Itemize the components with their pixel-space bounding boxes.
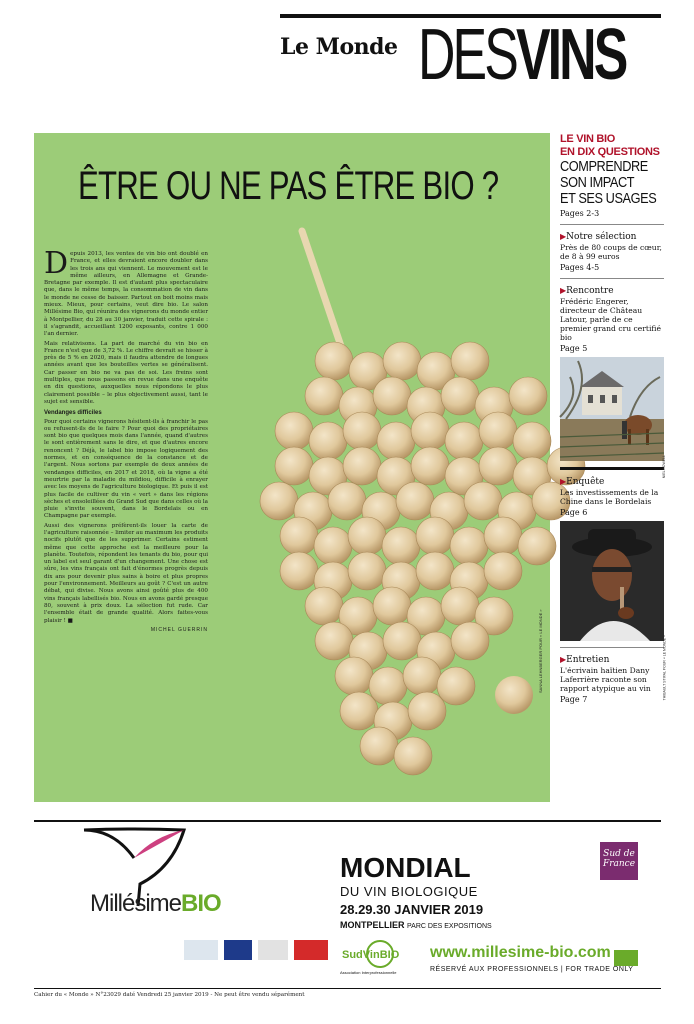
section-title-bold: VINS <box>515 15 626 95</box>
sidebar-headline: ET SES USAGES <box>560 190 657 207</box>
summary-item[interactable] <box>560 285 664 353</box>
hero-section <box>34 133 550 802</box>
item-kicker: Entretien <box>566 655 610 665</box>
dropcap: D <box>44 246 69 281</box>
triangle-icon: ▶ <box>560 655 567 664</box>
item-text: Frédéric Engerer, directeur de Château Latour, parle de ce premier grand cru certifié bio <box>560 297 661 342</box>
sidebar-summary <box>560 133 664 704</box>
chateau-photo <box>560 357 666 479</box>
grape-cluster-illustration <box>184 225 544 785</box>
event-place <box>340 920 492 930</box>
event-venue: PARC DES EXPOSITIONS <box>407 923 492 930</box>
item-kicker: Rencontre <box>566 286 614 296</box>
page-ref: Pages 4-5 <box>560 263 600 272</box>
divider <box>560 224 664 225</box>
sudvinbio-logo <box>340 940 420 968</box>
article-paragraph: Aussi des vignerons préfèrent-ils louer la carte de l'agriculture raisonnée – limiter au maximum les produits nocifs plutôt que de les supprimer. Certains estiment même que cette approche est la meilleure pour la planète. Toutefois, répondent les tenants du bio, pour qui un label est seul garant d'un changement. Une chose est sûre, les vins français ont fait d'énormes progrès depuis dix ans pour devenir plus sains à boire et plus propres pour l'environnement. Meilleurs au goût ? C'est un autre débat, qui divise. Nous avons ainsi goûté plus de 400 vins français labellisés bio. Nous en avons gardé presque 80, souvent à prix doux. La sélection fut rude. Car l'ensemble était de grande qualité. Alors faites-vous plaisir ! ■ <box>44 522 208 624</box>
triangle-icon: ▶ <box>560 477 567 486</box>
page-ref: Page 5 <box>560 344 588 353</box>
ad-rule <box>34 820 661 822</box>
ad-url-link[interactable]: www.millesime-bio.com <box>430 944 611 961</box>
event-title: MONDIAL <box>340 852 471 883</box>
sidebar-headline: COMPRENDRE <box>560 158 648 175</box>
article-paragraph: Pour quoi certains vignerons hésitent-ils à franchir le pas ou refusent-ils de le faire ? Pour quoi des propriétaires sont bio que quelques mois dans l'année, quand d'autres le sont entièrement sans le dire, et que d'autres encore renoncent ? Déjà, le label bio impose logiquement des normes, et en conséquence de la constance et de l'argent. Nous sortons par exemple de deux années de vendanges difficiles, en 2017 et 2018, où la vigne a été meurtrie par la maladie du mildiou, difficile à enrayer avec les moyens de l'agriculture biologique. Et puis il est plus facile de cultiver du vin « vert » dans les régions sèches et ensoleillées du Grand Sud que dans celles où la pluie s'invite souvent, dans le Bordelais ou en Champagne par exemple. <box>44 418 208 520</box>
partner-logos <box>184 938 334 962</box>
sudvinbio-caption: Association Interprofessionnelle <box>340 970 397 975</box>
lead-article <box>44 246 208 634</box>
millesime-bio-logo <box>90 890 221 918</box>
item-text: L'écrivain haïtien Dany Laferrière raconte son rapport atypique au vin <box>560 666 651 693</box>
event-city: MONTPELLIER <box>340 920 405 930</box>
summary-item[interactable] <box>560 231 664 272</box>
brand-logo: Le Monde <box>280 34 398 60</box>
item-text: Près de 80 coups de cœur, de 8 à 99 euros <box>560 243 662 261</box>
article-signature: MICHEL GUERRIN <box>150 626 208 633</box>
article-subhead: Vendanges difficiles <box>44 410 102 417</box>
millesime-bio-ad[interactable] <box>34 824 661 984</box>
logo-text-bio: BIO <box>181 890 221 917</box>
page-ref: Pages 2-3 <box>560 209 600 218</box>
sidebar-kicker: EN DIX QUESTIONS <box>560 146 660 158</box>
item-kicker: Enquête <box>566 477 605 487</box>
eu-organic-logo <box>614 950 638 966</box>
sud-de-france-logo: Sud de France <box>600 842 638 880</box>
divider <box>560 467 664 470</box>
footer-rule <box>34 988 661 989</box>
section-title <box>418 15 626 95</box>
summary-item[interactable] <box>560 654 664 704</box>
sidebar-kicker: LE VIN BIO <box>560 133 616 145</box>
portrait-illustration <box>560 521 664 641</box>
svg-text:SudVinBIO: SudVinBIO <box>342 949 400 961</box>
triangle-icon: ▶ <box>560 286 567 295</box>
photo-credit: THIBAULT STIPAL POUR « LE MONDE » <box>662 635 666 701</box>
triangle-icon: ▶ <box>560 232 567 241</box>
photo-credit: NIEL BOWELL <box>662 455 666 479</box>
trade-notice: RÉSERVÉ AUX PROFESSIONNELS | FOR TRADE ONLY <box>430 966 634 973</box>
item-kicker: Notre sélection <box>566 232 637 242</box>
section-title-thin: DES <box>418 15 516 95</box>
logo-text: sime <box>134 890 182 917</box>
hero-title: ÊTRE OU NE PAS ÊTRE BIO ? <box>78 164 499 208</box>
event-subtitle: DU VIN BIOLOGIQUE <box>340 884 478 899</box>
chateau-illustration <box>560 357 664 461</box>
logo-text: Millé <box>90 890 135 917</box>
item-text: Les investissements de la Chine dans le Bordelais <box>560 488 659 506</box>
divider <box>560 278 664 279</box>
summary-item[interactable] <box>560 476 664 517</box>
sidebar-headline: SON IMPACT <box>560 174 635 191</box>
article-paragraph: Mais relativisons. La part de marché du vin bio en France n'est que de 3,72 %. Le chiffre devrait se hisser à près de 5 % en 2020, mais il faudra attendre de longues années avant que les bouteilles vertes se généralisent. Car passer en bio ne va pas de soi. Les freins sont multiples, que nous passons en revue dans une enquête en dix questions, auxquelles nous répondons le plus clairement possible – le plus objectivement aussi, tant le sujet est sensible. <box>44 340 208 405</box>
divider <box>560 647 664 648</box>
article-paragraph: epuis 2013, les ventes de vin bio ont doublé en France, et elles devraient encore doubler dans les trois ans qui viennent. Le mouvement est le même ailleurs, en Allemagne et Grande-Bretagne par exemple. Il est d'autant plus spectaculaire que, dans le même temps, la consommation de vin dans le monde ne cesse de baisser. Partout on boit moins mais mieux. Mieux, pour certains, veut dire bio. Le salon Millésime Bio, qui réunira des vignerons du monde entier à Montpellier, du 28 au 30 janvier, traduit cette spirale : il s'agrandit, accueillant 1200 exposants, contre 1 000 l'an dernier. <box>44 251 208 338</box>
event-dates: 28.29.30 JANVIER 2019 <box>340 902 484 917</box>
footer-text: Cahier du « Monde » N°23029 daté Vendredi 25 janvier 2019 - Ne peut être vendu séparément <box>34 992 305 998</box>
photo-credit: SANNA LEHNBERGER POUR « LE MONDE » <box>538 609 543 693</box>
page-ref: Page 7 <box>560 695 588 704</box>
page-ref: Page 6 <box>560 508 588 517</box>
